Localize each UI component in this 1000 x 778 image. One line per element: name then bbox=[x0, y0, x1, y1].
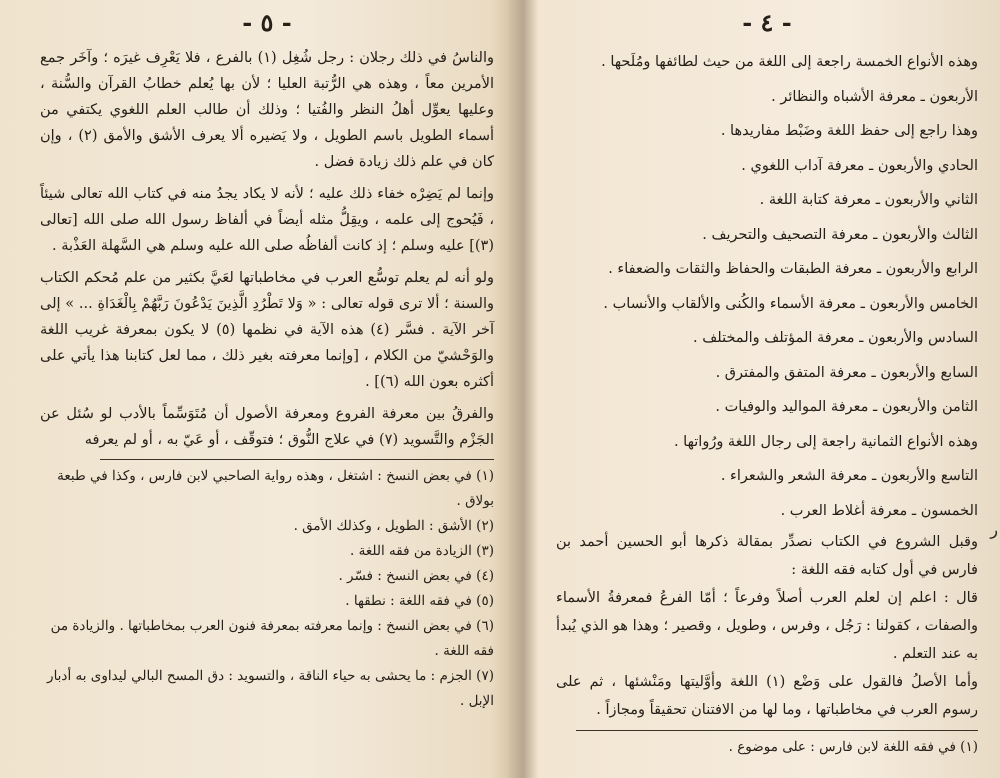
text-line: الثاني والأربعون ـ معرفة كتابة اللغة . bbox=[759, 192, 978, 208]
footnote-rule bbox=[576, 730, 978, 731]
footnote-rule bbox=[100, 459, 494, 460]
text-line: التاسع والأربعون ـ معرفة الشعر والشعراء . bbox=[720, 468, 978, 484]
footnote: (٣) الزيادة من فقه اللغة . bbox=[350, 543, 494, 559]
footnote: (٧) الجزم : ما يحشى به حياء الناقة ، والتسويد : دق المسح البالي ليداوى به أدبار الإبل . bbox=[47, 668, 494, 709]
text-line: وهذه الأنواع الخمسة راجعة إلى اللغة من حيث لطائفها ومُلَحها . bbox=[601, 54, 978, 70]
paragraph: وقبل الشروع في الكتاب نصدِّر بمقالة ذكرها أبو الحسين أحمد بن فارس في أول كتابه فقه اللغة : bbox=[556, 534, 978, 578]
right-page bbox=[526, 0, 1000, 778]
body-text bbox=[40, 45, 494, 453]
paragraph: ولو أنه لم يعلم توسُّع العرب في مخاطباتها لعَيَّ بكثير من علم مُحكم الكتاب والسنة ؛ ألا ترى قوله تعالى : « وَلا تَطْرُدِ الَّذِينَ يَدْعُونَ رَبَّهُمْ بِالْغَدَاةِ ... » إلى آخر الآية . فسَّر (٤) هذه الآية في نظمها (٥) لا يكون بمعرفة غريب اللغة والوَحْشيّ من الكلام ، [وإنما معرفته بغير ذلك ، مما لعل كتابنا هذا يأتي على أكثره بعون الله (٦)] . bbox=[40, 270, 494, 390]
text-line: الرابع والأربعون ـ معرفة الطبقات والحفاظ والثقات والضعفاء . bbox=[608, 261, 978, 277]
paragraph: وإنما لم يَضِرْه خفاء ذلك عليه ؛ لأنه لا يكاد يجدُ منه في كتاب الله تعالى شيئاً ، فَيُحوج إلى علمه ، ويقِلُّ مثله أيضاً في ألفاظ رسول الله صلى الله [تعالى (٣)] عليه وسلم ؛ إذ كانت ألفاظُه صلى الله عليه وسلم هي السَّهلة العَذْبة . bbox=[40, 186, 494, 254]
paragraph: والفرقُ بين معرفة الفروع ومعرفة الأصول أن مُتَوَسِّماً بالأدب لو سُئل عن الجَزْم والتَّسويد (٧) في علاج النُّوق ؛ فتوقّف ، أو عَيّ به ، أو لم يعرفه bbox=[40, 406, 494, 448]
footnote: (١) في بعض النسخ : اشتغل ، وهذه رواية الصاحبي لابن فارس ، وكذا في طبعة بولاق . bbox=[57, 468, 494, 509]
paragraph: والناسُ في ذلك رجلان : رجل شُغِل (١) بالفرع ، فلا يَعْرِف غيرَه ؛ وآخَر جمع الأمرين معاً ، وهذه هي الرُّتبة العليا ؛ لأن بها يُعلم خطابُ القرآن والسُّنة ، وعليها يعوِّل أهلُ النظر والفُتيا ؛ وذلك أن طالب العلم اللغوي يكتفي من أسماء الطويل باسم الطويل ، ولا يَضيره ألا يعرف الأشق والأمق (٢) ، وإن كان في علم ذلك زيادة فضل . bbox=[40, 50, 495, 170]
page-number: - ٥ - bbox=[242, 8, 292, 37]
footnotes bbox=[40, 464, 494, 714]
footnote: (٤) في بعض النسخ : فسّر . bbox=[338, 568, 494, 584]
footnotes bbox=[556, 735, 978, 760]
text-line: الخمسون ـ معرفة أغلاط العرب . bbox=[780, 502, 978, 519]
text-line: السابع والأربعون ـ معرفة المتفق والمفترق . bbox=[715, 364, 978, 381]
page-number: - ٤ - bbox=[742, 8, 792, 37]
text-line: الثامن والأربعون ـ معرفة المواليد والوفيات . bbox=[715, 399, 978, 415]
footnote: (١) في فقه اللغة لابن فارس : على موضوع . bbox=[728, 739, 978, 755]
text-line: وهذه الأنواع الثمانية راجعة إلى رجال اللغة ورُواتها . bbox=[673, 433, 978, 450]
text-line: الثالث والأربعون ـ معرفة التصحيف والتحريف . bbox=[702, 226, 978, 243]
body-text bbox=[556, 45, 978, 724]
text-line: الأربعون ـ معرفة الأشباه والنظائر . bbox=[771, 88, 978, 105]
text-line: السادس والأربعون ـ معرفة المؤتلف والمختلف . bbox=[693, 330, 978, 346]
paragraph: قال : اعلم إن لعلم العرب أصلاً وفرعاً ؛ أمّا الفرعُ فمعرفةُ الأسماء والصفات ، كقولنا : رَجُل ، وفرس ، وطويل ، وقصير ؛ وهذا هو الذي يُبدأ به عند التعلم . bbox=[556, 590, 978, 662]
text-line: الخامس والأربعون ـ معرفة الأسماء والكُنى والألقاب والأنساب . bbox=[603, 295, 978, 312]
text-line: الحادي والأربعون ـ معرفة آداب اللغوي . bbox=[741, 157, 978, 174]
footnote: (٥) في فقه اللغة : نطقها . bbox=[345, 593, 494, 609]
paragraph: وأما الأصلُ فالقول على وَضْع (١) اللغة وأوَّليتها ومَنْشئها ، ثم على رسوم العرب في مخاطباتها ، وما لها من الافتنان تحقيقاً ومجازاً . bbox=[556, 674, 978, 718]
margin-mark: ر bbox=[990, 520, 998, 539]
footnote: (٦) في بعض النسخ : وإنما معرفته بمعرفة فنون العرب بمخاطباتها . والزيادة من فقه اللغة . bbox=[50, 618, 494, 659]
footnote: (٢) الأشق : الطويل ، وكذلك الأمق . bbox=[293, 518, 494, 534]
text-line: وهذا راجع إلى حفظ اللغة وضَبْط مفاريدها . bbox=[720, 123, 978, 139]
